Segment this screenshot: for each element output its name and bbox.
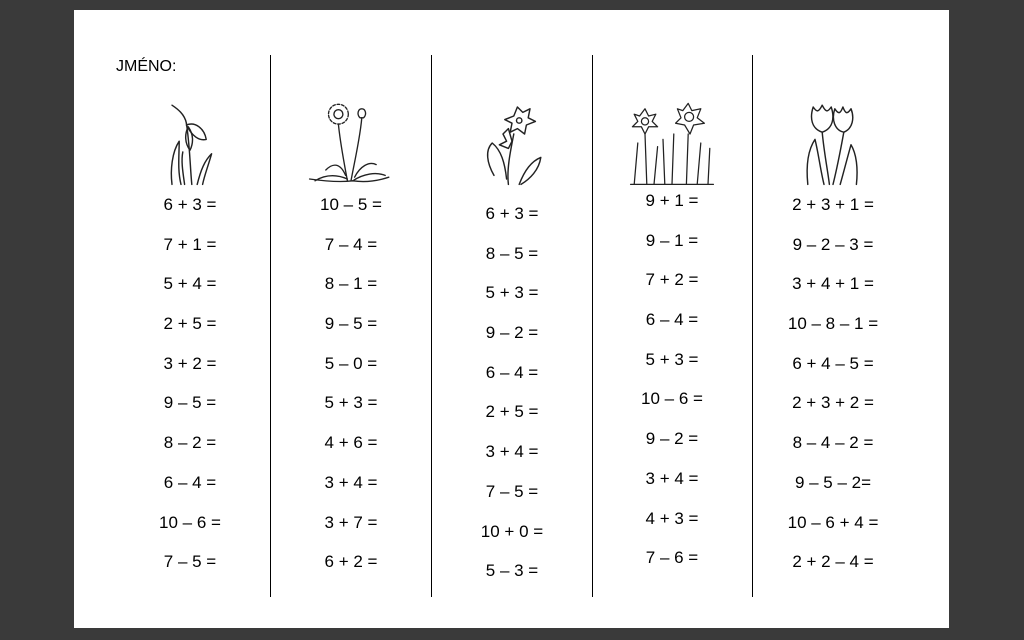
math-problem: 4 + 6 = xyxy=(324,433,378,453)
math-problem: 7 – 5 = xyxy=(485,481,539,501)
math-problem: 2 + 5 = xyxy=(485,402,539,422)
math-problem: 2 + 5 = xyxy=(163,314,217,334)
math-problem: 3 + 4 = xyxy=(645,468,699,488)
math-problem: 5 – 3 = xyxy=(485,561,539,581)
daffodil-icon xyxy=(592,95,752,190)
problem-column-4 xyxy=(592,10,752,628)
math-problem: 3 + 4 = xyxy=(324,472,378,492)
math-problem: 9 – 5 = xyxy=(324,314,378,334)
math-problem: 3 + 4 + 1 = xyxy=(792,274,874,294)
math-problem: 2 + 2 – 4 = xyxy=(792,552,874,572)
problem-list xyxy=(592,181,752,578)
math-problem: 8 – 1 = xyxy=(324,274,378,294)
worksheet-page xyxy=(74,10,949,628)
problem-list xyxy=(271,185,431,582)
problem-column-5 xyxy=(753,10,913,628)
math-problem: 6 – 4 = xyxy=(163,472,217,492)
math-problem: 6 – 4 = xyxy=(645,310,699,330)
problem-list xyxy=(110,185,270,582)
math-problem: 7 + 2 = xyxy=(645,270,699,290)
math-problem: 9 + 1 = xyxy=(645,191,699,210)
math-problem: 8 – 2 = xyxy=(163,433,217,453)
math-problem: 6 + 3 = xyxy=(485,204,539,223)
primrose-icon xyxy=(432,95,592,190)
problem-column-3 xyxy=(432,10,592,628)
tulip-icon xyxy=(753,95,913,190)
math-problem: 7 + 1 = xyxy=(163,234,217,254)
math-problem: 6 + 4 – 5 = xyxy=(792,353,874,373)
math-problem: 7 – 5 = xyxy=(163,552,217,572)
math-problem: 3 + 4 = xyxy=(485,442,539,462)
math-problem: 9 – 2 = xyxy=(485,323,539,343)
math-problem: 6 + 3 = xyxy=(163,195,217,214)
math-problem: 10 – 6 = xyxy=(159,512,221,532)
name-label: JMÉNO: xyxy=(116,58,177,75)
problem-list xyxy=(753,185,913,582)
math-problem: 8 – 4 – 2 = xyxy=(792,433,874,453)
math-problem: 2 + 3 + 2 = xyxy=(792,393,874,413)
math-problem: 5 + 4 = xyxy=(163,274,217,294)
math-problem: 5 + 3 = xyxy=(324,393,378,413)
math-problem: 10 – 6 + 4 = xyxy=(787,512,879,532)
math-problem: 10 – 8 – 1 = xyxy=(787,314,879,334)
daisy-icon xyxy=(271,95,431,190)
math-problem: 8 – 5 = xyxy=(485,243,539,263)
math-problem: 7 – 6 = xyxy=(645,548,699,568)
math-problem: 9 – 5 = xyxy=(163,393,217,413)
math-problem: 5 + 3 = xyxy=(645,349,699,369)
math-problem: 10 – 6 = xyxy=(641,389,703,409)
math-problem: 9 – 2 = xyxy=(645,429,699,449)
math-problem: 10 – 5 = xyxy=(320,195,382,214)
math-problem: 9 – 5 – 2= xyxy=(794,472,872,492)
math-problem: 3 + 7 = xyxy=(324,512,378,532)
snowdrop-icon xyxy=(110,95,270,190)
math-problem: 5 – 0 = xyxy=(324,353,378,373)
math-problem: 5 + 3 = xyxy=(485,283,539,303)
math-problem: 9 – 2 – 3 = xyxy=(792,234,874,254)
math-problem: 2 + 3 + 1 = xyxy=(792,195,874,214)
math-problem: 7 – 4 = xyxy=(324,234,378,254)
problem-column-2 xyxy=(271,10,431,628)
problem-list xyxy=(432,194,592,591)
math-problem: 3 + 2 = xyxy=(163,353,217,373)
math-problem: 4 + 3 = xyxy=(645,508,699,528)
math-problem: 9 – 1 = xyxy=(645,230,699,250)
math-problem: 10 + 0 = xyxy=(480,521,544,541)
math-problem: 6 + 2 = xyxy=(324,552,378,572)
math-problem: 6 – 4 = xyxy=(485,362,539,382)
problem-column-1 xyxy=(110,10,270,628)
